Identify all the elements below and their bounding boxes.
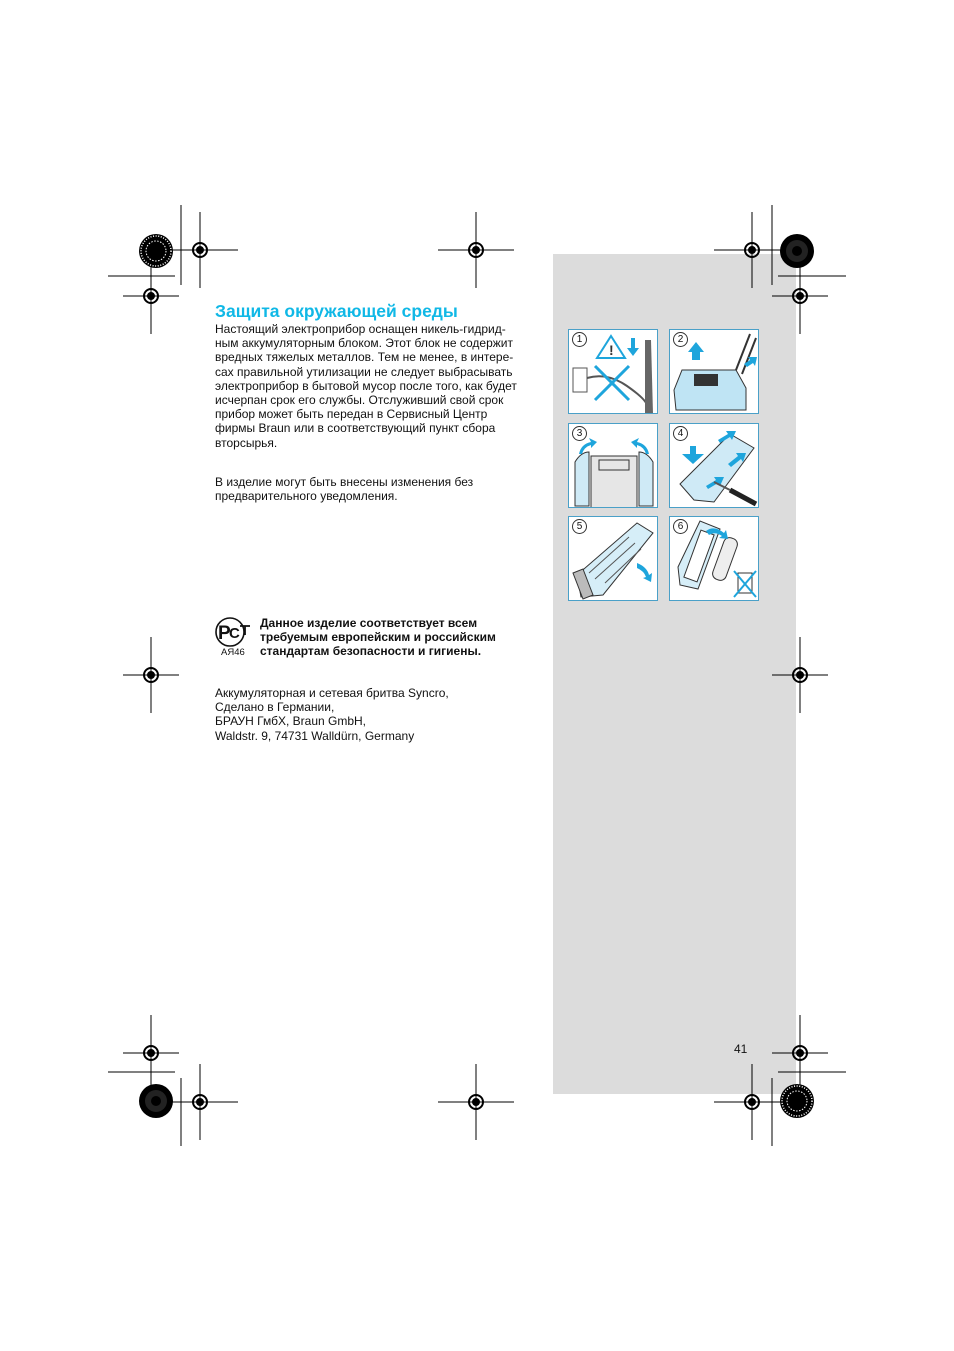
- gost-code-label: АЯ46: [221, 647, 245, 658]
- figure-number: 6: [673, 519, 688, 534]
- figure-number: 5: [572, 519, 587, 534]
- figure-2: [669, 329, 759, 414]
- figure-3: [568, 423, 658, 508]
- paragraph-line: исчерпан срок его службы. Отслуживший свой срок: [215, 393, 504, 408]
- figure-4: [669, 423, 759, 508]
- paragraph-line: фирмы Braun или в соответствующий пункт сбора: [215, 421, 496, 436]
- certification-statement: [260, 616, 496, 659]
- figure-6: [669, 516, 759, 601]
- cert-line: требуемым европейским и российским: [260, 630, 496, 645]
- gost-logo-icon: [213, 616, 253, 648]
- svg-text:!: !: [609, 342, 614, 358]
- paragraph-line: вредных тяжелых металлов. Тем не менее, в интере-: [215, 350, 514, 365]
- svg-text:С: С: [229, 625, 240, 642]
- svg-text:Р: Р: [218, 623, 231, 644]
- address-line: БРАУН ГмбХ, Braun GmbH,: [215, 714, 367, 729]
- paragraph-line: предварительного уведомления.: [215, 489, 398, 504]
- figure-5: [568, 516, 658, 601]
- manufacturer-address: [215, 686, 449, 743]
- paragraph-line: Настоящий электроприбор оснащен никель-гидрид-: [215, 322, 506, 336]
- figure-number: 1: [572, 332, 587, 347]
- disposal-paragraph: [215, 322, 517, 450]
- paragraph-line: сах правильной утилизации не следует выбрасывать: [215, 364, 513, 379]
- address-line: Сделано в Германии,: [215, 700, 335, 715]
- paragraph-line: вторсырья.: [215, 435, 278, 450]
- paragraph-line: электроприбор в бытовой мусор после того, как будет: [215, 378, 517, 393]
- cert-line: Данное изделие соответствует всем: [260, 616, 478, 630]
- page-number: 41: [734, 1042, 748, 1056]
- paragraph-line: прибор может быть передан в Сервисный Центр: [215, 407, 488, 422]
- cert-line: стандартам безопасности и гигиены.: [260, 644, 482, 659]
- paragraph-line: ным аккумуляторным блоком. Этот блок не содержит: [215, 336, 514, 351]
- section-title: Защита окружающей среды: [215, 301, 458, 321]
- paragraph-line: В изделие могут быть внесены изменения без: [215, 475, 474, 489]
- figure-number: 4: [673, 426, 688, 441]
- figure-number: 2: [673, 332, 688, 347]
- gost-certification-mark: [213, 616, 253, 660]
- address-line: Waldstr. 9, 74731 Walldürn, Germany: [215, 728, 415, 743]
- address-line: Аккумуляторная и сетевая бритва Syncro,: [215, 686, 449, 700]
- figure-number: 3: [572, 426, 587, 441]
- figure-1: [568, 329, 658, 414]
- changes-notice-paragraph: [215, 475, 473, 503]
